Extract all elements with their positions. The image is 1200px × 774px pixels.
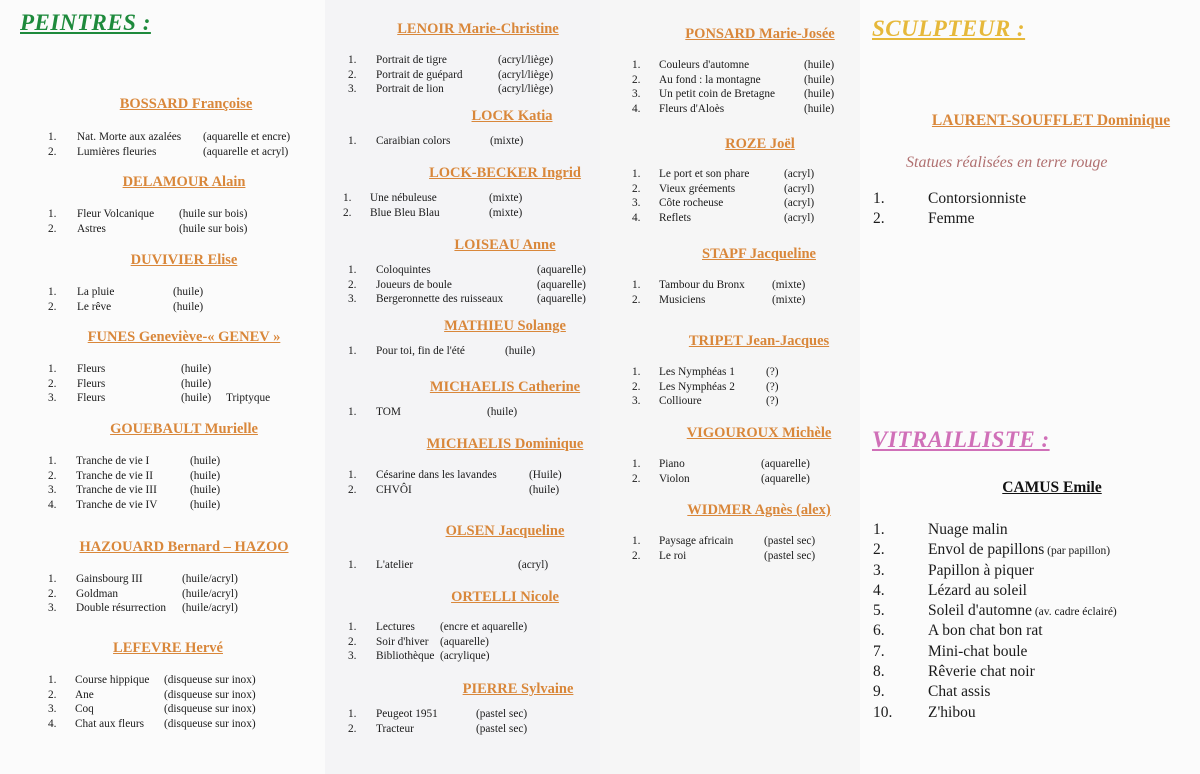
work-title: Vieux gréements bbox=[659, 182, 736, 195]
work-title: Nuage malin bbox=[928, 521, 1008, 538]
work-number: 2. bbox=[632, 472, 641, 485]
work-number: 1. bbox=[632, 535, 641, 547]
work-title: La pluie bbox=[77, 286, 115, 298]
work-title: Course hippique bbox=[75, 674, 150, 686]
work-medium: (mixte) bbox=[772, 279, 806, 291]
work-title: Double résurrection bbox=[76, 602, 167, 615]
work-number: 3. bbox=[632, 395, 641, 408]
work-medium: (huile) bbox=[529, 483, 560, 496]
work-number: 1. bbox=[348, 559, 357, 571]
work-title: Rêverie chat noir bbox=[928, 663, 1035, 681]
work-title: Blue Bleu Blau bbox=[370, 206, 440, 219]
work-title: Papillon à piquer bbox=[928, 561, 1034, 579]
work-title: Bergeronnette des ruisseaux bbox=[376, 293, 504, 306]
work-number: 1. bbox=[48, 286, 57, 298]
work-medium: (acryl) bbox=[518, 559, 549, 571]
work-title: Nat. Morte aux azalées bbox=[77, 131, 182, 143]
work-title: Astres bbox=[77, 222, 106, 235]
work-number: 1. bbox=[348, 54, 357, 66]
work-number: 1. bbox=[48, 363, 57, 375]
artist-name-camus: CAMUS Emile bbox=[1002, 479, 1102, 496]
work-medium: (huile) bbox=[181, 377, 212, 390]
work-number: 2. bbox=[873, 210, 885, 228]
work-title: Envol de papillons (par papillon) bbox=[928, 541, 1111, 559]
artist-name-ponsard: PONSARD Marie-Josée bbox=[685, 26, 835, 42]
work-medium: (acryl) bbox=[784, 182, 815, 195]
work-number: 1. bbox=[48, 674, 57, 686]
work-number: 2. bbox=[48, 587, 57, 600]
work-medium: (aquarelle) bbox=[537, 264, 586, 276]
work-medium: (mixte) bbox=[489, 206, 523, 219]
work-number: 2. bbox=[348, 722, 357, 735]
work-price-note: (par papillon) bbox=[1044, 545, 1111, 558]
work-title: Goldman bbox=[76, 587, 119, 600]
artist-name-hazouard: HAZOUARD Bernard – HAZOO bbox=[79, 539, 289, 555]
work-number: 2. bbox=[48, 222, 57, 235]
work-medium: (huile) bbox=[804, 73, 835, 86]
artist-name-laurent-soufflet: LAURENT-SOUFFLET Dominique bbox=[931, 112, 1171, 129]
work-title: Coq bbox=[75, 703, 94, 716]
work-medium: (acryl/liège) bbox=[498, 68, 554, 81]
artist-name-gouebault: GOUEBAULT Murielle bbox=[110, 421, 258, 437]
work-title: Le roi bbox=[659, 549, 687, 562]
work-title: TOM bbox=[376, 406, 401, 418]
work-medium: (Huile) bbox=[529, 469, 562, 481]
work-title: Femme bbox=[928, 210, 975, 228]
work-medium: (huile) bbox=[487, 406, 518, 418]
work-medium: (mixte) bbox=[489, 192, 523, 204]
work-medium: (huile sur bois) bbox=[179, 222, 248, 235]
work-number: 3. bbox=[48, 602, 57, 615]
work-number: 3. bbox=[48, 703, 57, 716]
work-medium: (huile) bbox=[190, 499, 221, 512]
work-number: 4. bbox=[632, 103, 641, 116]
work-number: 1. bbox=[873, 190, 885, 207]
artist-name-funes: FUNES Geneviève-« GENEV » bbox=[87, 329, 281, 345]
work-title: Joueurs de boule bbox=[376, 278, 452, 291]
work-medium: (huile/acryl) bbox=[182, 587, 238, 600]
work-title: Tambour du Bronx bbox=[659, 279, 745, 291]
work-number: 3. bbox=[348, 83, 357, 96]
work-title: Contorsionniste bbox=[928, 190, 1027, 207]
work-number: 2. bbox=[632, 380, 641, 393]
work-title: Une nébuleuse bbox=[370, 192, 437, 204]
artist-name-loiseau: LOISEAU Anne bbox=[454, 237, 556, 253]
work-title: Fleur Volcanique bbox=[77, 208, 155, 220]
work-title: Coloquintes bbox=[376, 264, 431, 276]
work-number: 2. bbox=[48, 469, 57, 482]
work-number: 2. bbox=[348, 68, 357, 81]
work-title: Piano bbox=[659, 458, 685, 470]
work-title: Lumières fleuries bbox=[77, 145, 157, 158]
work-title: Fleurs bbox=[77, 392, 106, 405]
work-number: 2. bbox=[348, 278, 357, 291]
work-title: Tranche de vie III bbox=[76, 484, 157, 497]
work-number: 4. bbox=[632, 212, 641, 225]
work-title: Peugeot 1951 bbox=[376, 708, 438, 720]
work-medium: (mixte) bbox=[490, 135, 524, 147]
work-number: 2. bbox=[632, 73, 641, 86]
work-medium: (huile) bbox=[804, 103, 835, 116]
work-medium: (aquarelle) bbox=[537, 293, 586, 306]
work-medium: (acryl) bbox=[784, 197, 815, 210]
work-medium: (huile) bbox=[190, 455, 221, 467]
work-medium: (disqueuse sur inox) bbox=[164, 718, 256, 731]
work-number: 1. bbox=[873, 521, 885, 538]
artist-name-vigouroux: VIGOUROUX Michèle bbox=[686, 425, 832, 441]
work-medium: (disqueuse sur inox) bbox=[164, 688, 256, 701]
work-title: Soleil d'automne (av. cadre éclairé) bbox=[928, 602, 1117, 620]
work-number: 2. bbox=[348, 483, 357, 496]
work-number: 1. bbox=[348, 406, 357, 418]
work-title: Portrait de tigre bbox=[376, 54, 447, 66]
work-title: Couleurs d'automne bbox=[659, 59, 750, 71]
work-number: 3. bbox=[348, 293, 357, 306]
artist-name-lenoir: LENOIR Marie-Christine bbox=[397, 21, 559, 37]
work-medium: (aquarelle et acryl) bbox=[203, 145, 289, 158]
artist-name-michaelis-catherine: MICHAELIS Catherine bbox=[429, 379, 581, 395]
work-medium: (acryl/liège) bbox=[498, 83, 554, 96]
artist-name-bossard: BOSSARD Françoise bbox=[119, 96, 253, 112]
work-number: 4. bbox=[873, 581, 885, 599]
work-medium: (mixte) bbox=[772, 293, 806, 306]
work-number: 2. bbox=[48, 377, 57, 390]
work-number: 1. bbox=[632, 59, 641, 71]
artist-name-michaelis-dominique: MICHAELIS Dominique bbox=[426, 436, 584, 452]
work-medium: (?) bbox=[766, 366, 779, 378]
work-number: 2. bbox=[48, 300, 57, 313]
work-number: 1. bbox=[48, 208, 57, 220]
work-title: Lézard au soleil bbox=[928, 581, 1027, 599]
work-number: 4. bbox=[48, 718, 57, 731]
work-title: Ane bbox=[75, 688, 94, 701]
work-title: Tranche de vie IV bbox=[76, 499, 158, 512]
work-number: 1. bbox=[348, 621, 357, 633]
work-title: CHVÔI bbox=[376, 483, 412, 496]
work-medium: (acryl) bbox=[784, 168, 815, 180]
work-medium: (huile) bbox=[173, 300, 204, 313]
work-number: 1. bbox=[632, 458, 641, 470]
work-number: 2. bbox=[348, 635, 357, 648]
work-number: 7. bbox=[873, 642, 885, 660]
work-number: 1. bbox=[48, 131, 57, 143]
work-number: 1. bbox=[48, 573, 57, 585]
painters-section-title: PEINTRES : bbox=[20, 10, 151, 35]
work-number: 2. bbox=[632, 549, 641, 562]
artist-name-lockbecker: LOCK-BECKER Ingrid bbox=[429, 165, 581, 181]
work-title: Le port et son phare bbox=[659, 168, 750, 180]
work-medium: (pastel sec) bbox=[764, 535, 816, 547]
work-medium: (aquarelle) bbox=[537, 278, 586, 291]
work-number: 1. bbox=[348, 469, 357, 481]
artist-name-lefevre: LEFEVRE Hervé bbox=[113, 640, 223, 656]
work-title: Gainsbourg III bbox=[76, 573, 143, 585]
work-medium: (acryl/liège) bbox=[498, 54, 554, 66]
work-number: 1. bbox=[343, 192, 352, 204]
work-number: 2. bbox=[632, 293, 641, 306]
work-title: Chat aux fleurs bbox=[75, 718, 145, 731]
work-medium: (aquarelle et encre) bbox=[203, 131, 291, 143]
work-number: 1. bbox=[48, 455, 57, 467]
artist-name-mathieu: MATHIEU Solange bbox=[444, 318, 566, 334]
work-title: Les Nymphéas 2 bbox=[659, 380, 735, 393]
work-number: 10. bbox=[873, 703, 893, 721]
work-number: 2. bbox=[873, 541, 885, 559]
work-number: 1. bbox=[348, 345, 357, 357]
work-number: 9. bbox=[873, 683, 885, 701]
work-number: 1. bbox=[632, 279, 641, 291]
work-title: Fleurs bbox=[77, 363, 106, 375]
work-title: Au fond : la montagne bbox=[659, 73, 761, 86]
artist-name-lock: LOCK Katia bbox=[471, 108, 553, 124]
glass-section-title: VITRAILLISTE : bbox=[872, 427, 1050, 452]
work-number: 2. bbox=[343, 206, 352, 219]
work-medium: (huile/acryl) bbox=[182, 602, 238, 615]
work-title: Fleurs bbox=[77, 377, 106, 390]
work-medium: (aquarelle) bbox=[761, 458, 810, 470]
work-medium: (aquarelle) bbox=[440, 635, 489, 648]
work-medium: (huile) bbox=[505, 345, 536, 357]
work-medium: (huile) bbox=[190, 469, 221, 482]
work-title: Soir d'hiver bbox=[376, 635, 429, 648]
work-title: Z'hibou bbox=[928, 703, 976, 721]
artist-name-roze: ROZE Joël bbox=[725, 136, 795, 152]
work-medium: (huile sur bois) bbox=[179, 208, 248, 220]
work-medium: (acrylique) bbox=[440, 650, 490, 663]
work-number: 6. bbox=[873, 622, 885, 640]
work-medium: (huile) bbox=[173, 286, 204, 298]
work-title: Pour toi, fin de l'été bbox=[376, 345, 465, 357]
work-number: 3. bbox=[632, 88, 641, 101]
work-title: Collioure bbox=[659, 395, 702, 408]
work-title: Chat assis bbox=[928, 683, 991, 701]
work-number: 1. bbox=[632, 168, 641, 180]
work-medium: (pastel sec) bbox=[476, 708, 528, 720]
work-medium: (?) bbox=[766, 395, 779, 408]
work-title: Musiciens bbox=[659, 293, 706, 306]
work-title: Le rêve bbox=[77, 300, 112, 313]
work-title: Portrait de guépard bbox=[376, 68, 463, 81]
work-title: Côte rocheuse bbox=[659, 197, 724, 210]
work-medium: (aquarelle) bbox=[761, 472, 810, 485]
work-title: Césarine dans les lavandes bbox=[376, 469, 497, 481]
work-title: Les Nymphéas 1 bbox=[659, 366, 735, 378]
work-title: Caraibian colors bbox=[376, 135, 451, 147]
work-medium: (huile) bbox=[804, 88, 835, 101]
work-number: 3. bbox=[348, 650, 357, 663]
work-number: 4. bbox=[48, 499, 57, 512]
work-title: Un petit coin de Bretagne bbox=[659, 88, 776, 101]
sculptor-section-title: SCULPTEUR : bbox=[872, 16, 1026, 41]
work-number: 5. bbox=[873, 602, 885, 620]
work-title: Tranche de vie I bbox=[76, 455, 150, 467]
work-title: Fleurs d'Aloès bbox=[659, 103, 725, 116]
work-extra: Triptyque bbox=[226, 392, 271, 405]
work-title: Paysage africain bbox=[659, 535, 734, 547]
work-number: 2. bbox=[48, 145, 57, 158]
work-number: 3. bbox=[873, 561, 885, 579]
work-number: 1. bbox=[348, 264, 357, 276]
work-title: Bibliothèque bbox=[376, 650, 435, 663]
work-title: Mini-chat boule bbox=[928, 642, 1028, 660]
artist-name-delamour: DELAMOUR Alain bbox=[122, 174, 246, 190]
work-number: 3. bbox=[632, 197, 641, 210]
work-price-note: (av. cadre éclairé) bbox=[1031, 606, 1117, 619]
work-medium: (huile/acryl) bbox=[182, 573, 238, 585]
work-title: Violon bbox=[659, 472, 690, 485]
work-medium: (disqueuse sur inox) bbox=[164, 703, 256, 716]
work-title: Tranche de vie II bbox=[76, 469, 154, 482]
artist-name-duvivier: DUVIVIER Elise bbox=[130, 252, 238, 268]
work-number: 1. bbox=[632, 366, 641, 378]
work-number: 1. bbox=[348, 708, 357, 720]
work-title: L'atelier bbox=[376, 559, 414, 571]
work-medium: (pastel sec) bbox=[476, 722, 528, 735]
work-medium: (disqueuse sur inox) bbox=[164, 674, 256, 686]
work-number: 3. bbox=[48, 484, 57, 497]
work-medium: (acryl) bbox=[784, 212, 815, 225]
artist-name-stapf: STAPF Jacqueline bbox=[702, 246, 816, 262]
work-medium: (huile) bbox=[804, 59, 835, 71]
work-medium: (huile) bbox=[181, 392, 212, 405]
work-number: 2. bbox=[48, 688, 57, 701]
work-title: Portrait de lion bbox=[376, 83, 444, 96]
artist-name-olsen: OLSEN Jacqueline bbox=[445, 523, 565, 539]
artist-name-widmer: WIDMER Agnès (alex) bbox=[687, 502, 831, 518]
work-medium: (?) bbox=[766, 380, 779, 393]
sculptor-note: Statues réalisées en terre rouge bbox=[906, 154, 1108, 171]
work-title: A bon chat bon rat bbox=[928, 622, 1043, 640]
work-medium: (huile) bbox=[190, 484, 221, 497]
work-medium: (pastel sec) bbox=[764, 549, 816, 562]
artist-name-ortelli: ORTELLI Nicole bbox=[451, 589, 559, 605]
work-number: 8. bbox=[873, 663, 885, 681]
work-medium: (encre et aquarelle) bbox=[440, 621, 528, 633]
artist-name-tripet: TRIPET Jean-Jacques bbox=[688, 333, 830, 349]
work-title: Reflets bbox=[659, 212, 691, 225]
artist-name-pierre: PIERRE Sylvaine bbox=[462, 681, 574, 697]
work-number: 1. bbox=[348, 135, 357, 147]
work-medium: (huile) bbox=[181, 363, 212, 375]
work-title: Tracteur bbox=[376, 722, 414, 735]
work-number: 3. bbox=[48, 392, 57, 405]
work-number: 2. bbox=[632, 182, 641, 195]
work-title: Lectures bbox=[376, 621, 415, 633]
